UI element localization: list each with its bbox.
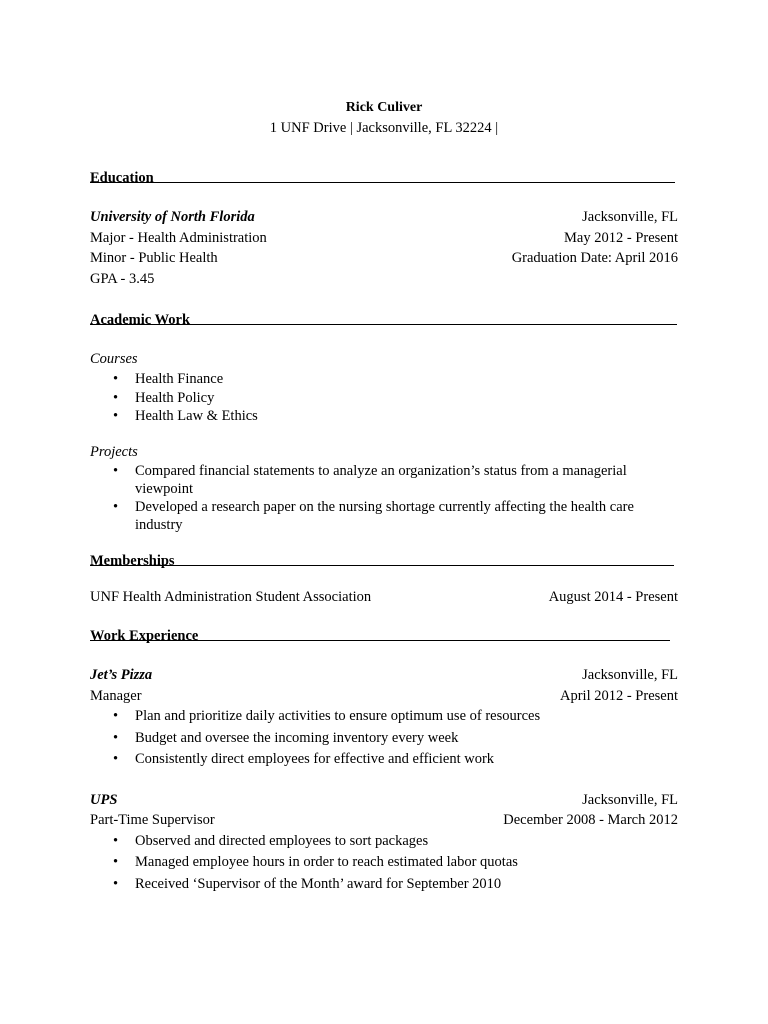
job-company: UPS [90,791,118,808]
list-item: • Managed employee hours in order to reach estimated labor quotas [90,852,678,874]
list-item: • Observed and directed employees to sort packages [90,831,678,853]
membership-name: UNF Health Administration Student Association [90,588,372,605]
education-heading: Education [90,168,678,188]
list-item: • Received ‘Supervisor of the Month’ award for September 2010 [90,874,678,896]
courses-list [90,370,678,426]
job-title: Part-Time Supervisor [90,812,215,828]
education-major-row [90,228,678,249]
work-heading: Work Experience [90,626,678,646]
major-dates: May 2012 - Present [564,229,678,246]
resume-address: 1 UNF Drive | Jacksonville, FL 32224 | [269,120,499,136]
graduation-date: Graduation Date: April 2016 [511,250,678,266]
education-minor-row [90,248,678,269]
job-dates: April 2012 - Present [560,687,678,704]
school-name: University of North Florida [90,209,255,225]
resume-page [90,98,678,895]
membership-dates: August 2014 - Present [548,588,678,605]
major: Major - Health Administration [90,229,267,246]
academic-heading: Academic Work [90,310,678,330]
job-title: Manager [90,687,142,704]
list-item: • Compared financial statements to analyze an organization’s status from a managerial viewpoint [90,462,650,498]
job-bullets [90,831,678,896]
membership-row [90,587,678,608]
courses-label: Courses [90,351,138,367]
list-item: • Plan and prioritize daily activities to ensure optimum use of resources [90,706,678,728]
gpa: GPA - 3.45 [90,270,155,287]
job-location: Jacksonville, FL [582,667,678,683]
job-dates: December 2008 - March 2012 [503,812,678,828]
memberships-heading: Memberships [90,551,678,571]
projects-list [90,462,650,534]
job-title-row [90,810,678,831]
list-item: • Developed a research paper on the nursing shortage currently affecting the health care industry [90,498,650,534]
job-company-row [90,665,678,686]
job-company-row [90,790,678,811]
minor: Minor - Public Health [90,250,218,266]
school-location: Jacksonville, FL [582,209,678,225]
job-title-row [90,686,678,707]
list-item: • Health Finance [90,370,678,389]
job-bullets [90,706,678,771]
projects-label: Projects [90,443,138,460]
list-item: • Budget and oversee the incoming inventory every week [90,728,678,750]
resume-name: Rick Culiver [345,100,423,115]
list-item: • Health Law & Ethics [90,407,678,426]
list-item: • Health Policy [90,389,678,408]
education-school-row [90,207,678,228]
job-location: Jacksonville, FL [582,791,678,808]
job-company: Jet’s Pizza [90,667,153,683]
list-item: • Consistently direct employees for effective and efficient work [90,749,678,771]
